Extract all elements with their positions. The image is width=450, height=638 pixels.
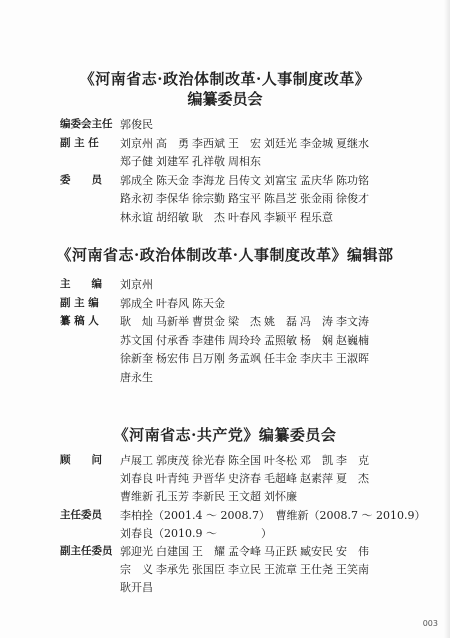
person-name: 李庆丰 bbox=[300, 352, 333, 365]
person-name: 刘富宝 bbox=[264, 173, 297, 187]
person-name: 毛超峰 bbox=[264, 472, 297, 486]
person-name: 刘怀廉 bbox=[264, 490, 297, 504]
name-list bbox=[120, 454, 372, 467]
name-list bbox=[120, 278, 156, 291]
section3-title: 《河南省志·共产党》编纂委员会 bbox=[113, 426, 337, 444]
person-name: 李立民 bbox=[228, 563, 261, 577]
person-name: 马正跃 bbox=[264, 545, 297, 558]
person-name: 周相东 bbox=[228, 155, 261, 168]
person-name: 曹贯金 bbox=[192, 315, 225, 328]
person-name: 刘京州 bbox=[120, 136, 153, 150]
person-name: 吕传文 bbox=[228, 173, 261, 187]
person-name: 李文涛 bbox=[336, 315, 369, 328]
person-name: 陈昌芝 bbox=[264, 192, 297, 205]
person-name: 夏继水 bbox=[336, 136, 369, 150]
person-name: 刘春良 bbox=[120, 472, 153, 486]
person-name: 陈功铭 bbox=[336, 173, 369, 187]
person-name: 郭庚茂 bbox=[156, 454, 189, 467]
name-list bbox=[120, 137, 372, 150]
person-name: 曹维新 bbox=[120, 490, 153, 504]
person-name: 林永谊 bbox=[120, 210, 153, 224]
person-name: 周玲玲 bbox=[228, 333, 261, 347]
section2-title: 《河南省志·政治体制改革·人事制度改革》编辑部 bbox=[56, 246, 394, 264]
role-label: 副 主 任 bbox=[60, 136, 99, 149]
person-name: 陈天金 bbox=[156, 173, 189, 187]
person-name: 叶春风 bbox=[228, 210, 261, 224]
person-name: 刘廷光 bbox=[264, 136, 297, 150]
person-name: 姚 磊 bbox=[264, 315, 297, 328]
person-name: 叶青纯 bbox=[156, 472, 189, 486]
name-list bbox=[120, 118, 156, 131]
person-name: 耿 灿 bbox=[120, 315, 153, 328]
name-list bbox=[120, 334, 372, 347]
person-name: 唐永生 bbox=[120, 370, 153, 384]
person-name: 马新举 bbox=[156, 315, 189, 328]
person-name: 徐宗勤 bbox=[192, 192, 225, 205]
person-name: 陈全国 bbox=[228, 454, 261, 467]
role-label: 委 员 bbox=[60, 173, 102, 186]
name-list bbox=[120, 490, 300, 503]
person-name: 尹晋华 bbox=[192, 472, 225, 486]
person-name: 郑子健 bbox=[120, 155, 153, 168]
person-name: 务孟飒 bbox=[228, 352, 261, 365]
person-name: 付承香 bbox=[156, 333, 189, 347]
person-name: 王 耀 bbox=[192, 545, 225, 558]
person-name: 李 克 bbox=[336, 454, 369, 467]
name-list bbox=[120, 174, 372, 187]
person-name: 路永初 bbox=[120, 192, 153, 205]
name-list bbox=[120, 371, 156, 384]
person-name: 李西斌 bbox=[192, 136, 225, 150]
person-name: 耿 杰 bbox=[192, 210, 225, 224]
person-name: 郭迎光 bbox=[120, 545, 153, 558]
person-name: 李颖平 bbox=[264, 210, 297, 224]
name-list bbox=[120, 472, 372, 485]
person-name: 叶春风 bbox=[156, 296, 189, 310]
person-name: 孔祥敬 bbox=[192, 155, 225, 168]
name-list: 刘春良（2010.9 ～ ） bbox=[120, 526, 272, 540]
person-name: 王仕尧 bbox=[300, 563, 333, 577]
person-name: 卢展工 bbox=[120, 454, 153, 467]
person-name: 李海龙 bbox=[192, 173, 225, 187]
person-name: 叶冬松 bbox=[264, 454, 297, 467]
section1-title: 《河南省志·政治体制改革·人事制度改革》 bbox=[79, 70, 371, 88]
name-list bbox=[120, 581, 156, 594]
person-name: 郭俊民 bbox=[120, 118, 153, 131]
role-label: 顾 问 bbox=[60, 454, 102, 466]
person-name: 刘京州 bbox=[120, 278, 153, 291]
person-name: 安 伟 bbox=[336, 545, 369, 558]
person-name: 王文超 bbox=[228, 490, 261, 504]
person-name: 郭成全 bbox=[120, 173, 153, 187]
person-name: 邓 凯 bbox=[300, 454, 333, 467]
person-name: 李新民 bbox=[192, 490, 225, 504]
name-list bbox=[120, 315, 372, 328]
person-name: 夏 杰 bbox=[336, 472, 369, 486]
name-list bbox=[120, 297, 228, 310]
person-name: 胡绍敏 bbox=[156, 210, 189, 224]
name-list bbox=[120, 545, 372, 558]
person-name: 陈天金 bbox=[192, 296, 225, 310]
person-name: 杨 娴 bbox=[300, 333, 333, 347]
person-name: 郭成全 bbox=[120, 296, 153, 310]
page-number: 003 bbox=[422, 619, 438, 628]
name-list bbox=[120, 155, 264, 168]
role-label: 副 主 编 bbox=[60, 296, 99, 309]
person-name: 李承先 bbox=[156, 563, 189, 577]
section1-subtitle: 编纂委员会 bbox=[187, 90, 263, 108]
person-name: 吕万刚 bbox=[192, 352, 225, 365]
person-name: 任丰金 bbox=[264, 352, 297, 365]
person-name: 苏文国 bbox=[120, 333, 153, 347]
person-name: 徐新奎 bbox=[120, 352, 153, 365]
name-list bbox=[120, 352, 372, 365]
person-name: 孟照敏 bbox=[264, 333, 297, 347]
person-name: 宗 义 bbox=[120, 563, 153, 577]
name-list bbox=[120, 192, 372, 205]
person-name: 白建国 bbox=[156, 545, 189, 558]
person-name: 李建伟 bbox=[192, 333, 225, 347]
role-label: 副主任委员 bbox=[60, 545, 113, 557]
person-name: 路宝平 bbox=[228, 192, 261, 205]
person-name: 臧安民 bbox=[300, 545, 333, 558]
person-name: 刘建军 bbox=[156, 155, 189, 168]
person-name: 孟庆华 bbox=[300, 173, 333, 187]
person-name: 史济春 bbox=[228, 472, 261, 486]
person-name: 王淑晖 bbox=[336, 352, 369, 365]
person-name: 高 勇 bbox=[156, 136, 189, 150]
name-list bbox=[120, 563, 372, 576]
person-name: 张国臣 bbox=[192, 563, 225, 577]
person-name: 张金雨 bbox=[300, 192, 333, 205]
person-name: 赵巍楠 bbox=[336, 333, 369, 347]
person-name: 冯 涛 bbox=[300, 315, 333, 328]
person-name: 孔玉芳 bbox=[156, 490, 189, 504]
person-name: 耿开昌 bbox=[120, 581, 153, 595]
person-name: 王笑南 bbox=[336, 563, 369, 577]
name-list bbox=[120, 211, 336, 224]
person-name: 李保华 bbox=[156, 192, 189, 205]
person-name: 徐光春 bbox=[192, 454, 225, 467]
role-label: 纂 稿 人 bbox=[60, 315, 99, 327]
person-name: 孟令峰 bbox=[228, 545, 261, 558]
person-name: 徐俊才 bbox=[336, 192, 369, 205]
person-name: 王流章 bbox=[264, 563, 297, 577]
person-name: 杨宏伟 bbox=[156, 352, 189, 365]
person-name: 梁 杰 bbox=[228, 315, 261, 328]
role-label: 主任委员 bbox=[60, 508, 102, 521]
name-list: 李柏拴（2001.4 ～ 2008.7） 曹维新（2008.7 ～ 2010.9） bbox=[120, 508, 426, 522]
person-name: 李金城 bbox=[300, 136, 333, 150]
person-name: 王 宏 bbox=[228, 136, 261, 150]
person-name: 程乐意 bbox=[300, 210, 333, 224]
role-label: 主 编 bbox=[60, 278, 102, 290]
role-label: 编委会主任 bbox=[60, 118, 113, 130]
person-name: 赵素萍 bbox=[300, 472, 333, 486]
